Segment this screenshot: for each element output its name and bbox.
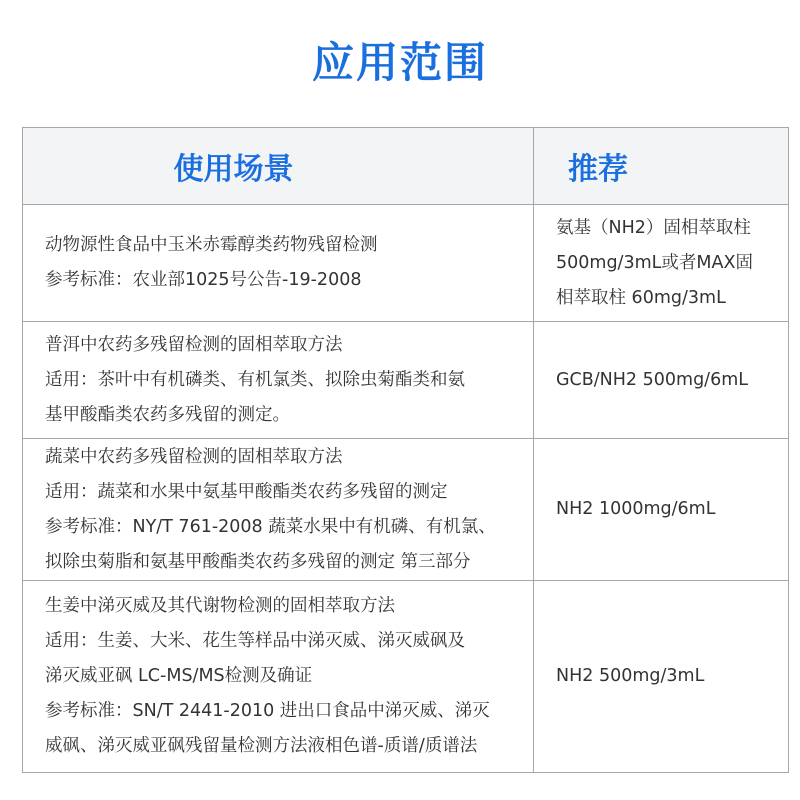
table-row xyxy=(23,581,789,773)
application-scope-table xyxy=(22,127,789,773)
table-row xyxy=(23,439,789,581)
recommendation-line: 氨基（NH2）固相萃取柱 xyxy=(556,217,751,238)
scenario-cell xyxy=(23,581,534,773)
recommendation-line: NH2 500mg/3mL xyxy=(556,666,705,686)
recommendation-cell xyxy=(534,322,789,439)
header-recommendation: 推荐 xyxy=(534,128,789,205)
recommendation-line: 相萃取柱 60mg/3mL xyxy=(556,287,726,308)
scenario-cell xyxy=(23,322,534,439)
recommendation-cell xyxy=(534,439,789,581)
scenario-line: 参考标准：农业部1025号公告-19-2008 xyxy=(45,270,362,290)
scenario-line: 威砜、涕灭威亚砜残留量检测方法液相色谱-质谱/质谱法 xyxy=(45,736,478,756)
scenario-line: 蔬菜中农药多残留检测的固相萃取方法 xyxy=(45,446,343,467)
scenario-line: 拟除虫菊脂和氨基甲酸酯类农药多残留的测定 第三部分 xyxy=(45,551,471,572)
scenario-line: 动物源性食品中玉米赤霉醇类药物残留检测 xyxy=(45,235,378,255)
recommendation-line: 500mg/3mL或者MAX固 xyxy=(556,252,753,273)
scenario-line: 适用：茶叶中有机磷类、有机氯类、拟除虫菊酯类和氨 xyxy=(45,369,465,390)
table-row xyxy=(23,322,789,439)
recommendation-cell xyxy=(534,581,789,773)
scenario-line: 参考标准：NY/T 761-2008 蔬菜水果中有机磷、有机氯、 xyxy=(45,516,496,537)
scenario-cell xyxy=(23,439,534,581)
recommendation-cell xyxy=(534,205,789,322)
scenario-line: 参考标准：SN/T 2441-2010 进出口食品中涕灭威、涕灭 xyxy=(45,701,490,721)
recommendation-line: GCB/NH2 500mg/6mL xyxy=(556,369,749,390)
header-usage-scenario: 使用场景 xyxy=(23,128,534,205)
table-row xyxy=(23,205,789,322)
scenario-line: 适用：生姜、大米、花生等样品中涕灭威、涕灭威砜及 xyxy=(45,631,465,651)
scenario-line: 生姜中涕灭威及其代谢物检测的固相萃取方法 xyxy=(45,596,395,616)
scenario-cell xyxy=(23,205,534,322)
scenario-line: 涕灭威亚砜 LC-MS/MS检测及确证 xyxy=(45,666,313,686)
scenario-line: 基甲酸酯类农药多残留的测定。 xyxy=(45,404,290,425)
table-header-row xyxy=(23,128,789,205)
page-title: 应用范围 xyxy=(311,38,488,87)
scenario-line: 普洱中农药多残留检测的固相萃取方法 xyxy=(45,334,343,355)
recommendation-line: NH2 1000mg/6mL xyxy=(556,499,716,519)
scenario-line: 适用：蔬菜和水果中氨基甲酸酯类农药多残留的测定 xyxy=(45,481,448,502)
